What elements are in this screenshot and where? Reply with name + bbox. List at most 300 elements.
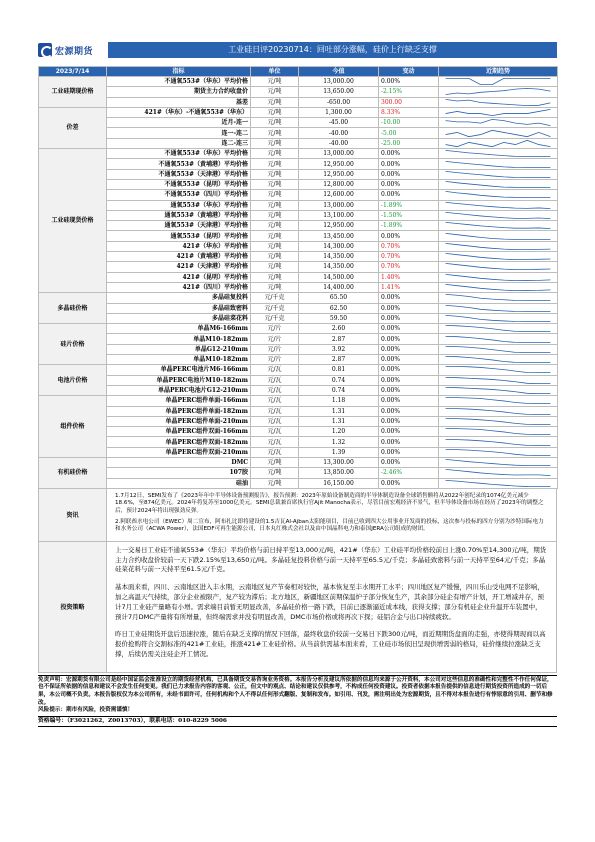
- unit-cell: 元/吨: [251, 200, 299, 210]
- indicator-cell: 421#（昆明）平均价格: [107, 272, 251, 282]
- unit-cell: 元/吨: [251, 241, 299, 251]
- trend-sparkline: [441, 129, 555, 138]
- trend-cell: [439, 159, 558, 169]
- trend-line: [446, 470, 551, 476]
- unit-cell: 元/吨: [251, 128, 299, 138]
- table-row: [39, 169, 558, 179]
- table-row: [39, 313, 558, 323]
- trend-sparkline: [441, 417, 555, 426]
- unit-cell: 元/瓦: [251, 437, 299, 447]
- unit-cell: 元/吨: [251, 468, 299, 478]
- unit-cell: 元/瓦: [251, 396, 299, 406]
- trend-cell: [439, 447, 558, 457]
- change-cell: 1.41%: [379, 282, 439, 292]
- unit-cell: 元/片: [251, 355, 299, 365]
- table-row: [39, 385, 558, 395]
- unit-cell: 元/片: [251, 344, 299, 354]
- indicator-cell: 期货主力合约收盘价: [107, 87, 251, 97]
- news-paragraph: 2.阿联酋水电公司（EWEC）周二宣布，阿布扎比即将建设的1.5吉瓦Al-Ajban太阳能项目，目前已收到四大公用事业开发商的投标，这次参与投标的四方分别为沙特国际电力和水务公司（ACWA Power），法国EDF可再生能源公司，日本丸红株式会社以及由中国晶科电力和泰国JERA公司组成的财团。: [115, 518, 544, 533]
- value-cell: 14,300.00: [299, 241, 379, 251]
- indicator-cell: 421#（华东）平均价格: [107, 241, 251, 251]
- trend-sparkline: [441, 77, 555, 86]
- trend-cell: [439, 128, 558, 138]
- trend-cell: [439, 87, 558, 97]
- trend-cell: [439, 210, 558, 220]
- indicator-cell: 连二-连三: [107, 138, 251, 148]
- indicator-cell: 单晶PERC电池片G12-210mm: [107, 385, 251, 395]
- unit-cell: 元/瓦: [251, 385, 299, 395]
- indicator-cell: 单晶PERC组件双面-166mm: [107, 427, 251, 437]
- group-label: 价差: [39, 107, 107, 148]
- trend-cell: [439, 77, 558, 87]
- value-cell: 0.74: [299, 375, 379, 385]
- table-row: [39, 427, 558, 437]
- group-label: 工业硅现货价格: [39, 149, 107, 293]
- table-body: [39, 77, 558, 489]
- table-row: [39, 262, 558, 272]
- indicator-cell: 不通氧553#（天津港）平均价格: [107, 169, 251, 179]
- unit-cell: 元/吨: [251, 221, 299, 231]
- company-logo: [38, 41, 93, 59]
- table-row: [39, 468, 558, 478]
- trend-cell: [439, 262, 558, 272]
- change-cell: 0.70%: [379, 241, 439, 251]
- table-row: [39, 128, 558, 138]
- trend-sparkline: [441, 149, 555, 158]
- logo-icon: [38, 43, 52, 57]
- trend-cell: [439, 293, 558, 303]
- trend-line: [446, 418, 551, 424]
- unit-cell: 元/片: [251, 324, 299, 334]
- indicator-cell: 单晶PERC组件单面-182mm: [107, 406, 251, 416]
- unit-cell: 元/千克: [251, 293, 299, 303]
- unit-cell: 元/片: [251, 334, 299, 344]
- indicator-cell: 硅油: [107, 478, 251, 488]
- trend-sparkline: [441, 458, 555, 467]
- trend-cell: [439, 344, 558, 354]
- trend-line: [446, 151, 551, 157]
- indicator-cell: 单晶PERC电池片M6-166mm: [107, 365, 251, 375]
- table-row: [39, 200, 558, 210]
- change-cell: 0.00%: [379, 231, 439, 241]
- value-cell: 12,600.00: [299, 190, 379, 200]
- trend-sparkline: [441, 221, 555, 230]
- indicator-cell: 单晶PERC组件单面-166mm: [107, 396, 251, 406]
- price-table: [38, 66, 558, 489]
- trend-cell: [439, 427, 558, 437]
- group-label: 工业硅期现价格: [39, 77, 107, 108]
- trend-sparkline: [441, 242, 555, 251]
- trend-line: [446, 367, 551, 373]
- trend-sparkline: [441, 438, 555, 447]
- strategy-body: [107, 542, 556, 672]
- change-cell: 0.00%: [379, 179, 439, 189]
- trend-line: [446, 171, 551, 177]
- trend-cell: [439, 365, 558, 375]
- value-cell: -40.00: [299, 138, 379, 148]
- unit-cell: 元/吨: [251, 252, 299, 262]
- value-cell: 1,300.00: [299, 107, 379, 117]
- table-row: [39, 437, 558, 447]
- value-cell: 62.50: [299, 303, 379, 313]
- trend-cell: [439, 396, 558, 406]
- risk-warning: 风险提示：期市有风险，投资需谨慎！: [38, 707, 134, 714]
- indicator-cell: 单晶PERC组件单面-210mm: [107, 416, 251, 426]
- trend-cell: [439, 303, 558, 313]
- trend-sparkline: [441, 108, 555, 117]
- trend-line: [446, 346, 551, 352]
- value-cell: 12,950.00: [299, 169, 379, 179]
- table-row: [39, 159, 558, 169]
- value-cell: 3.92: [299, 344, 379, 354]
- change-cell: 0.00%: [379, 293, 439, 303]
- disclaimer: [38, 675, 557, 728]
- indicator-cell: 不通氧553#（黄埔港）平均价格: [107, 159, 251, 169]
- trend-sparkline: [441, 139, 555, 148]
- trend-line: [446, 161, 551, 167]
- unit-cell: 元/吨: [251, 179, 299, 189]
- news-paragraph: 1.7月12日，SEMI发布了《2023年年中半导体设备预测报告》，报告预测：2023年原始设备制造商的半导体制造设备全球销售额将从2022年创纪录的1074亿美元减少18.6%，至874亿美元。2024年将复苏至1000亿美元。SEMI总裁兼首席执行官Ajit Manocha表示，尽管目前宏观经济不景气，但半导体设备市场在经历了2023年的调整之后，预计2024年将出现强劲反弹。: [115, 492, 544, 515]
- indicator-cell: 多晶硅菜花料: [107, 313, 251, 323]
- trend-sparkline: [441, 396, 555, 405]
- table-row: [39, 77, 558, 87]
- unit-cell: 元/吨: [251, 159, 299, 169]
- value-cell: 1.39: [299, 447, 379, 457]
- change-cell: 0.70%: [379, 262, 439, 272]
- table-row: [39, 97, 558, 107]
- trend-sparkline: [441, 262, 555, 271]
- trend-line: [446, 387, 551, 393]
- unit-cell: 元/吨: [251, 262, 299, 272]
- indicator-cell: 近月-连一: [107, 118, 251, 128]
- trend-cell: [439, 97, 558, 107]
- trend-cell: [439, 272, 558, 282]
- trend-cell: [439, 355, 558, 365]
- table-row: [39, 478, 558, 488]
- trend-line: [446, 398, 551, 404]
- trend-sparkline: [441, 190, 555, 199]
- trend-line: [446, 429, 551, 435]
- indicator-cell: 不通氧553#（华东）平均价格: [107, 149, 251, 159]
- group-label: 多晶硅价格: [39, 293, 107, 324]
- unit-cell: 元/瓦: [251, 365, 299, 375]
- strategy-section: [38, 542, 557, 673]
- strategy-paragraph: 昨日工业硅期货开盘后迅速拉涨，随后在缺乏支撑的情况下回落，最终收盘价较前一交易日下跌300元/吨，而近期期货盘面的走强，亦使得期现商以高报价抢购符合交割标准的421#工业硅，推涨421#工业硅价格。从当前供需基本面来看，工业硅市场依旧呈现供增需弱的格局，硅价继续拉涨缺乏支撑，后续仍需关注硅企开工情况。: [115, 630, 546, 659]
- unit-cell: 元/吨: [251, 118, 299, 128]
- trend-line: [446, 99, 551, 105]
- trend-sparkline: [441, 211, 555, 220]
- change-cell: 0.00%: [379, 344, 439, 354]
- trend-line: [446, 202, 551, 208]
- indicator-cell: 通氧553#（昆明）平均价格: [107, 231, 251, 241]
- strategy-paragraph: 基本面来看，四川、云南地区进入丰水期，云南地区复产节奏相对较快，基本恢复至丰水期开工水平；四川地区复产缓慢，四川乐山受电网不足影响，加之高温天气持续，部分企业被限产，复产较为滞后；北方地区，新疆地区前期保温炉子部分恢复生产，其余部分硅企有增产计划，开工增减并存，预计7月工业硅产量略有小增。需求端目前暂无明显改善，多晶硅价格一路下跌，目前已逐渐逼近成本线，获得支撑；部分有机硅企业升温开车装置中，预计7月DMC产量将有所增量，但终端需求并没有明显改善，DMC市场价格或将再次下探；硅铝合金与出口持续疲软。: [115, 583, 544, 621]
- trend-cell: [439, 252, 558, 262]
- unit-cell: 元/吨: [251, 457, 299, 467]
- indicator-cell: 单晶M10-182mm: [107, 355, 251, 365]
- trend-line: [446, 326, 551, 332]
- value-cell: 2.87: [299, 334, 379, 344]
- value-cell: 14,400.00: [299, 282, 379, 292]
- strategy-paragraph: 上一交易日工业硅不通氧553#（华东）平均价格与前日持平至13,000元/吨，421#（华东）工业硅平均价格较前日上涨0.70%至14,300元/吨，期货主力合约收盘价较前一天下跌2.15%至13,650元/吨。多晶硅复投料价格与前一天持平至65.5元/千克；多晶硅致密料与前一天持平至64元/千克；多晶硅菜花料与前一天持平至61.5元/千克。: [115, 545, 547, 574]
- table-row: [39, 138, 558, 148]
- trend-sparkline: [441, 304, 555, 313]
- value-cell: 59.50: [299, 313, 379, 323]
- value-cell: 12,950.00: [299, 221, 379, 231]
- value-cell: 13,300.00: [299, 457, 379, 467]
- trend-sparkline: [441, 355, 555, 364]
- table-row: [39, 447, 558, 457]
- trend-cell: [439, 221, 558, 231]
- group-label: 有机硅价格: [39, 457, 107, 488]
- group-label: 组件价格: [39, 396, 107, 458]
- trend-cell: [439, 107, 558, 117]
- table-row: [39, 406, 558, 416]
- trend-sparkline: [441, 324, 555, 333]
- change-cell: 0.70%: [379, 252, 439, 262]
- value-cell: 13,100.00: [299, 210, 379, 220]
- unit-cell: 元/吨: [251, 107, 299, 117]
- table-row: [39, 334, 558, 344]
- table-row: [39, 149, 558, 159]
- change-cell: -25.00: [379, 138, 439, 148]
- trend-sparkline: [441, 273, 555, 282]
- value-cell: 12,800.00: [299, 179, 379, 189]
- table-row: [39, 221, 558, 231]
- trend-sparkline: [441, 376, 555, 385]
- value-cell: 2.87: [299, 355, 379, 365]
- trend-cell: [439, 138, 558, 148]
- table-row: [39, 118, 558, 128]
- indicator-cell: 多晶硅致密料: [107, 303, 251, 313]
- trend-line: [446, 89, 551, 95]
- change-cell: 0.00%: [379, 77, 439, 87]
- trend-sparkline: [441, 365, 555, 374]
- value-cell: 14,500.00: [299, 272, 379, 282]
- unit-cell: 元/吨: [251, 77, 299, 87]
- trend-sparkline: [441, 180, 555, 189]
- value-cell: 65.50: [299, 293, 379, 303]
- change-cell: 0.00%: [379, 375, 439, 385]
- indicator-cell: 多晶硅复投料: [107, 293, 251, 303]
- trend-cell: [439, 375, 558, 385]
- change-cell: -1.89%: [379, 200, 439, 210]
- trend-sparkline: [441, 335, 555, 344]
- change-cell: 0.00%: [379, 303, 439, 313]
- change-cell: 0.00%: [379, 385, 439, 395]
- indicator-cell: 通氧553#（黄埔港）平均价格: [107, 210, 251, 220]
- unit-cell: 元/瓦: [251, 375, 299, 385]
- header-indicator: 指标: [107, 67, 251, 77]
- unit-cell: 元/瓦: [251, 447, 299, 457]
- indicator-cell: 不通氧553#（华东）平均价格: [107, 77, 251, 87]
- table-row: [39, 231, 558, 241]
- indicator-cell: 单晶M10-182mm: [107, 334, 251, 344]
- value-cell: 1.31: [299, 416, 379, 426]
- change-cell: 0.00%: [379, 355, 439, 365]
- change-cell: 0.00%: [379, 478, 439, 488]
- table-row: [39, 457, 558, 467]
- indicator-cell: 单晶M6-166mm: [107, 324, 251, 334]
- trend-line: [446, 459, 551, 465]
- trend-sparkline: [441, 252, 555, 261]
- change-cell: 0.00%: [379, 334, 439, 344]
- news-section: [38, 489, 557, 542]
- news-body: [107, 489, 556, 541]
- header-trend: 近期趋势: [439, 67, 558, 77]
- logo-text: 宏源期货: [55, 46, 94, 57]
- strategy-label: 投资策略: [39, 542, 107, 672]
- trend-cell: [439, 179, 558, 189]
- trend-cell: [439, 324, 558, 334]
- indicator-cell: 107胶: [107, 468, 251, 478]
- unit-cell: 元/吨: [251, 231, 299, 241]
- table-row: [39, 87, 558, 97]
- news-label: 资讯: [39, 489, 107, 541]
- trend-sparkline: [441, 386, 555, 395]
- indicator-cell: 421#（天津港）平均价格: [107, 262, 251, 272]
- trend-line: [446, 223, 551, 229]
- value-cell: 13,000.00: [299, 77, 379, 87]
- unit-cell: 元/千克: [251, 313, 299, 323]
- trend-line: [446, 140, 551, 146]
- trend-line: [446, 480, 551, 486]
- table-row: [39, 344, 558, 354]
- trend-sparkline: [441, 407, 555, 416]
- indicator-cell: 不通氧553#（昆明）平均价格: [107, 179, 251, 189]
- trend-cell: [439, 457, 558, 467]
- unit-cell: 元/吨: [251, 138, 299, 148]
- indicator-cell: 421#（四川）平均价格: [107, 282, 251, 292]
- table-row: [39, 324, 558, 334]
- trend-line: [446, 305, 551, 311]
- trend-line: [446, 357, 551, 363]
- value-cell: 13,450.00: [299, 231, 379, 241]
- value-cell: 13,000.00: [299, 149, 379, 159]
- change-cell: 0.00%: [379, 457, 439, 467]
- trend-line: [446, 254, 551, 260]
- trend-cell: [439, 468, 558, 478]
- indicator-cell: 单晶PERC电池片M10-182mm: [107, 375, 251, 385]
- indicator-cell: 单晶G12-210mm: [107, 344, 251, 354]
- contact-info: 资格编号：（F3021262，Z0013703），联系电话：010-8229 5006: [38, 716, 557, 728]
- trend-sparkline: [441, 98, 555, 107]
- value-cell: 1.31: [299, 406, 379, 416]
- table-row: [39, 210, 558, 220]
- trend-cell: [439, 478, 558, 488]
- trend-sparkline: [441, 201, 555, 210]
- change-cell: 0.00%: [379, 149, 439, 159]
- trend-sparkline: [441, 345, 555, 354]
- change-cell: 0.00%: [379, 324, 439, 334]
- change-cell: 0.00%: [379, 313, 439, 323]
- trend-cell: [439, 313, 558, 323]
- value-cell: 0.74: [299, 385, 379, 395]
- indicator-cell: 连一-连二: [107, 128, 251, 138]
- trend-cell: [439, 231, 558, 241]
- trend-line: [446, 336, 551, 342]
- table-row: [39, 355, 558, 365]
- header-unit: 单位: [251, 67, 299, 77]
- trend-cell: [439, 190, 558, 200]
- table-row: [39, 272, 558, 282]
- group-label: 电池片价格: [39, 365, 107, 396]
- unit-cell: 元/吨: [251, 87, 299, 97]
- table-row: [39, 282, 558, 292]
- trend-line: [446, 181, 551, 187]
- change-cell: -10.00: [379, 118, 439, 128]
- table-row: [39, 107, 558, 117]
- trend-line: [446, 109, 551, 115]
- trend-cell: [439, 118, 558, 128]
- indicator-cell: 不通氧553#（四川）平均价格: [107, 190, 251, 200]
- unit-cell: 元/瓦: [251, 406, 299, 416]
- unit-cell: 元/吨: [251, 169, 299, 179]
- trend-sparkline: [441, 283, 555, 292]
- table-row: [39, 416, 558, 426]
- value-cell: 0.81: [299, 365, 379, 375]
- change-cell: -1.50%: [379, 210, 439, 220]
- trend-sparkline: [441, 87, 555, 96]
- indicator-cell: 单晶PERC组件双面-210mm: [107, 447, 251, 457]
- value-cell: 13,850.00: [299, 468, 379, 478]
- table-row: [39, 241, 558, 251]
- value-cell: 13,650.00: [299, 87, 379, 97]
- trend-line: [446, 78, 551, 84]
- trend-sparkline: [441, 232, 555, 241]
- trend-sparkline: [441, 293, 555, 302]
- trend-sparkline: [441, 448, 555, 457]
- table-row: [39, 252, 558, 262]
- indicator-cell: DMC: [107, 457, 251, 467]
- trend-line: [446, 243, 551, 249]
- trend-cell: [439, 406, 558, 416]
- value-cell: -650.00: [299, 97, 379, 107]
- unit-cell: 元/吨: [251, 272, 299, 282]
- unit-cell: 元/千克: [251, 303, 299, 313]
- value-cell: 13,000.00: [299, 200, 379, 210]
- table-row: [39, 396, 558, 406]
- change-cell: -1.89%: [379, 221, 439, 231]
- trend-line: [446, 315, 551, 321]
- change-cell: 300.00: [379, 97, 439, 107]
- value-cell: 1.32: [299, 437, 379, 447]
- trend-cell: [439, 169, 558, 179]
- change-cell: 0.00%: [379, 406, 439, 416]
- report-title: 工业硅日评20230714：回吐部分涨幅，硅价上行缺乏支撑: [108, 42, 557, 58]
- trend-line: [446, 377, 551, 383]
- trend-line: [446, 264, 551, 270]
- trend-sparkline: [441, 314, 555, 323]
- value-cell: 2.60: [299, 324, 379, 334]
- unit-cell: 元/吨: [251, 190, 299, 200]
- indicator-cell: 421#（华东）-不通氧553#（华东）: [107, 107, 251, 117]
- header-change: 变动: [379, 67, 439, 77]
- change-cell: 1.40%: [379, 272, 439, 282]
- trend-line: [446, 120, 551, 126]
- indicator-cell: 单晶PERC组件双面-182mm: [107, 437, 251, 447]
- change-cell: -2.46%: [379, 468, 439, 478]
- indicator-cell: 通氧553#（华东）平均价格: [107, 200, 251, 210]
- change-cell: 0.00%: [379, 396, 439, 406]
- trend-line: [446, 233, 551, 239]
- table-row: [39, 179, 558, 189]
- trend-line: [446, 284, 551, 290]
- change-cell: 0.00%: [379, 365, 439, 375]
- change-cell: 0.00%: [379, 159, 439, 169]
- unit-cell: 元/吨: [251, 149, 299, 159]
- trend-sparkline: [441, 479, 555, 488]
- trend-line: [446, 274, 551, 280]
